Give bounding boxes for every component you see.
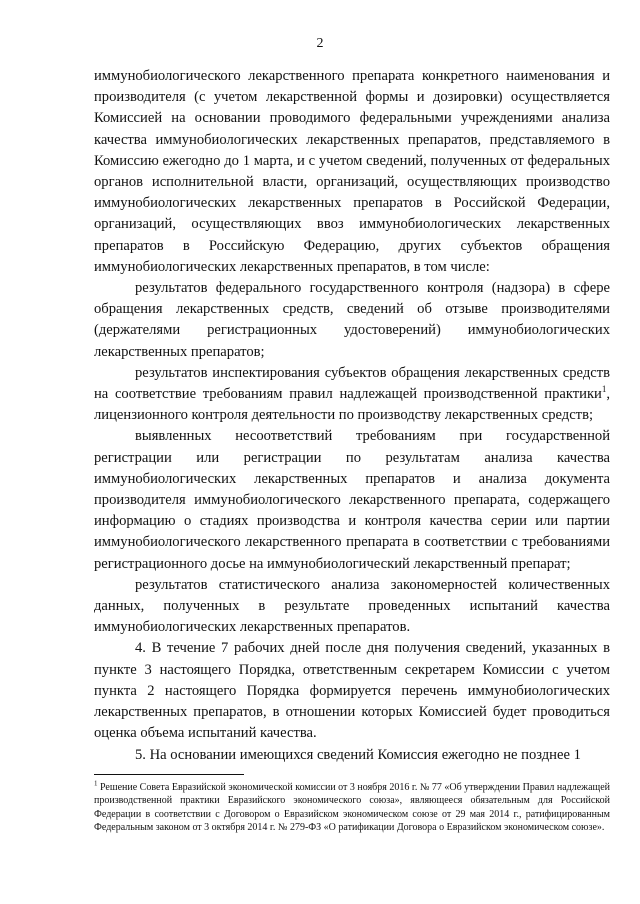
paragraph-continuation: иммунобиологического лекарственного препарата конкретного наименования и производителя (с учетом лекарственной формы и дозировки) осуществляется Комиссией на основании проводимого федеральными учреждениями анализа качества иммунобиологических лекарственных препаратов, представляемого в Комиссию ежегодно до 1 марта, и с учетом сведений, полученных от федеральных органов исполнительной власти, организаций, осуществляющих производство иммунобиологических лекарственных препаратов в Российской Федерации, организаций, осуществляющих ввоз иммунобиологических лекарственных препаратов в Российскую Федерацию, других субъектов обращения иммунобиологических лекарственных препаратов, в том числе:: [94, 68, 610, 275]
paragraph-nonconformities: выявленных несоответствий требованиям при государственной регистрации или регистрации по результатам анализа качества иммунобиологических лекарственных препаратов и анализа документа производителя иммунобиологического лекарственного препарата, содержащего информацию о стадиях производства и контроля качества серии или партии иммунобиологического лекарственного препарата в соответствии с требованиями регистрационного досье на иммунобиологический лекарственный препарат;: [94, 428, 610, 572]
footnote-reference: 1: [601, 384, 607, 395]
footnote-text: Решение Совета Евразийской экономической комиссии от 3 ноября 2016 г. № 77 «Об утверждении Правил надлежащей производственной практики Евразийского экономического союза», являющееся обязательным для Российской Федерации в соответствии с Договором о Евразийском экономическом союзе от 29 мая 2014 г., ратифицированным Федеральным законом от 3 октября 2014 г. № 279-ФЗ «О ратификации Договора о Евразийском экономическом союзе».: [94, 782, 611, 834]
paragraph-item-5: 5. На основании имеющихся сведений Комиссия ежегодно не позднее 1: [135, 746, 581, 763]
paragraph-inspection-text: результатов инспектирования субъектов обращения лекарственных средств на соответствие требованиям правил надлежащей производственной практики: [94, 364, 610, 403]
paragraph-statistical-analysis: результатов статистического анализа закономерностей количественных данных, полученных в результате проведенных испытаний качества иммунобиологических лекарственных препаратов.: [94, 576, 610, 636]
paragraph-state-control: результатов федерального государственного контроля (надзора) в сфере обращения лекарственных средств, сведений об отзыве производителями (держателями регистрационных удостоверений) иммунобиологических лекарственных препаратов;: [94, 280, 610, 360]
paragraph-item-4: 4. В течение 7 рабочих дней после дня получения сведений, указанных в пункте 3 настоящего Порядка, ответственным секретарем Комиссии с учетом пункта 2 настоящего Порядка формируется перечень иммунобиологических лекарственных препаратов, в отношении которых Комиссией будет проводиться оценка объема испытаний качества.: [94, 640, 610, 742]
footnote-separator: [94, 774, 244, 775]
footnote: [94, 781, 610, 835]
paragraph-inspection-text-end: , лицензионного контроля деятельности по производству лекарственных средств;: [94, 386, 610, 424]
paragraph-inspection: [94, 363, 610, 427]
document-body: [94, 66, 610, 766]
page-number: 2: [316, 36, 324, 51]
footnote-marker: 1: [94, 779, 98, 788]
